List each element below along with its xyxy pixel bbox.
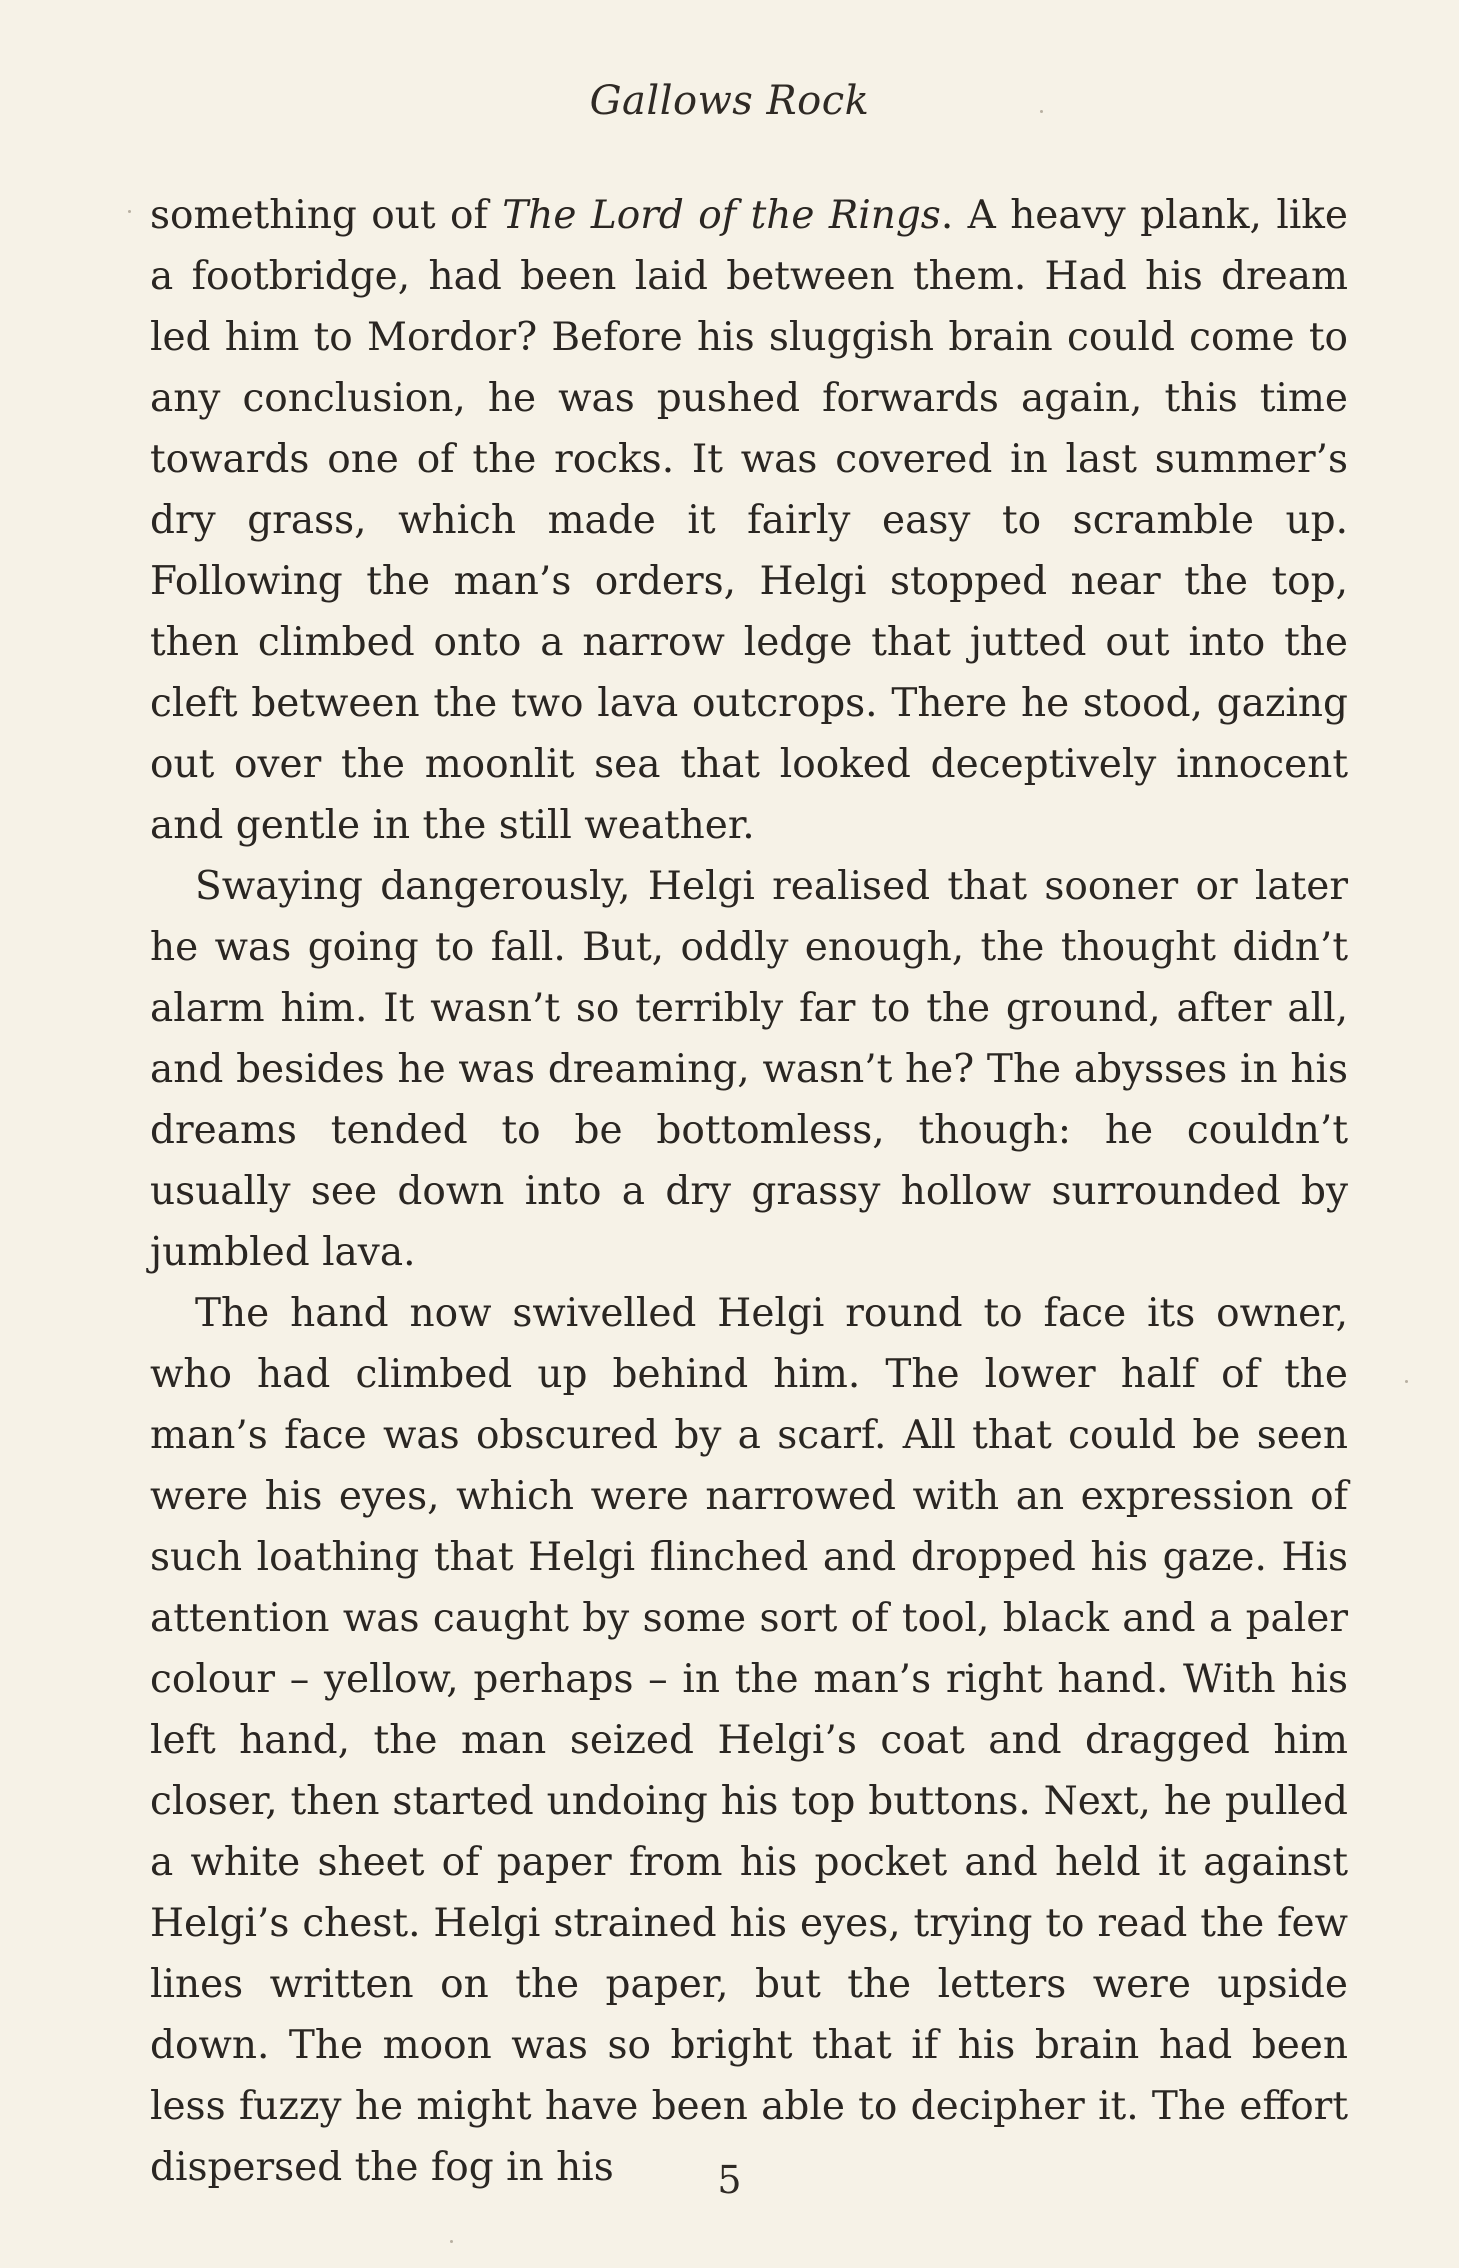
paragraph-1 [150, 185, 1348, 856]
paper-speck [450, 2240, 453, 2243]
paragraph-3: The hand now swivelled Helgi round to face its owner, who had climbed up behind him. The lower half of the man’s face was obscured by a scarf. All that could be seen were his eyes, which were narrowed with an expression of such loathing that Helgi flinched and dropped his gaze. His attention was caught by some sort of tool, black and a paler colour – yellow, perhaps – in the man’s right hand. With his left hand, the man seized Helgi’s coat and dragged him closer, then started undoing his top buttons. Next, he pulled a white sheet of paper from his pocket and held it against Helgi’s chest. Helgi strained his eyes, trying to read the few lines written on the paper, but the letters were upside down. The moon was so bright that if his brain had been less fuzzy he might have been able to decipher it. The effort dispersed the fog in his [150, 1291, 1348, 2190]
paper-speck [1405, 1380, 1408, 1383]
body-text [150, 185, 1348, 2198]
paper-speck [1040, 110, 1043, 113]
page-number: 5 [717, 2158, 742, 2202]
book-title-italic: The Lord of the Rings [502, 193, 941, 238]
paragraph-1-start: something out of [150, 193, 503, 238]
paragraph-1-rest: . A heavy plank, like a footbridge, had been laid between them. Had his dream led him to Mordor? Before his sluggish brain could come to any conclusion, he was pushed forwards again, this time towards one of the rocks. It was covered in last summer’s dry grass, which made it fairly easy to scramble up. Following the man’s orders, Helgi stopped near the top, then climbed onto a narrow ledge that jutted out into the cleft between the two lava outcrops. There he stood, gazing out over the moonlit sea that looked deceptively innocent and gentle in the still weather. [150, 193, 1348, 848]
paper-speck [128, 210, 131, 213]
paragraph-2: Swaying dangerously, Helgi realised that sooner or later he was going to fall. But, oddly enough, the thought didn’t alarm him. It wasn’t so terribly far to the ground, after all, and besides he was dreaming, wasn’t he? The abysses in his dreams tended to be bottomless, though: he couldn’t usually see down into a dry grassy hollow surrounded by jumbled lava. [150, 864, 1348, 1275]
running-head: Gallows Rock [589, 78, 870, 124]
